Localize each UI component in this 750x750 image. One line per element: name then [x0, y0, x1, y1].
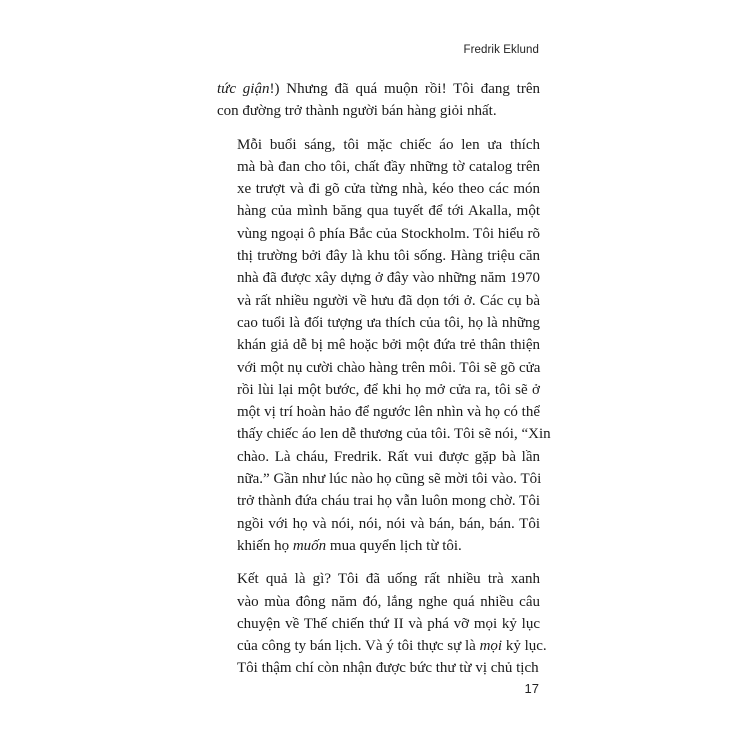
text-run: Mỗi buổi sáng, tôi mặc chiếc áo len ưa thích [237, 136, 540, 153]
text-run: con đường trở thành người bán hàng giỏi nhất. [217, 103, 497, 120]
text-run: kỷ lục. [502, 638, 547, 655]
text-run: với một nụ cười chào hàng trên môi. Tôi sẽ gõ cửa [237, 359, 541, 376]
text-run: khán giả dễ bị mê hoặc bởi một đứa trẻ thân thiện [237, 337, 540, 354]
text-run: vùng ngoại ô phía Bắc của Stockholm. Tôi hiểu rõ [237, 225, 540, 242]
text-line [217, 267, 540, 289]
text-run: trở thành đứa cháu trai họ vẫn luôn mong chờ. Tôi [237, 493, 540, 510]
text-run: rồi lùi lại một bước, để khi họ mở cửa ra, tôi sẽ ở [237, 381, 540, 398]
text-line [217, 134, 540, 156]
text-line [217, 178, 540, 200]
text-line [217, 591, 540, 613]
text-run: xe trượt và đi gõ cửa từng nhà, kéo theo các món [237, 181, 540, 198]
italic-text: tức giận [217, 81, 270, 97]
text-line [217, 657, 540, 679]
text-run: của công ty bán lịch. Và ý tôi thực sự là [237, 638, 480, 655]
text-run: khiến họ [237, 537, 293, 554]
text-run: chuyện về Thế chiến thứ II và phá vỡ mọi kỷ lục [237, 615, 540, 632]
italic-text: muốn [292, 537, 327, 554]
text-line [217, 446, 540, 468]
text-run: thị trường bởi đây là khu tôi sống. Hàng triệu căn [237, 248, 540, 265]
text-line [217, 613, 540, 635]
text-run: Kết quả là gì? Tôi đã uống rất nhiều trà xanh [237, 571, 540, 588]
text-run: nữa.” Gần như lúc nào họ cũng sẽ mời tôi vào. Tôi [237, 471, 542, 488]
text-run: !) Nhưng đã quá muộn rồi! Tôi đang trên [269, 81, 540, 97]
paragraph [217, 134, 551, 558]
text-run: mà bà đan cho tôi, chất đầy những tờ catalog trên [237, 158, 540, 175]
text-run: vào mùa đông năm đó, lắng nghe quá nhiều câu [237, 593, 540, 610]
text-run: Tôi thậm chí còn nhận được bức thư từ vị chủ tịch [237, 660, 539, 677]
text-run: và rất nhiều người về hưu đã dọn tới ở. Các cụ bà [237, 292, 540, 309]
italic-text: mọi [479, 638, 503, 655]
text-line [217, 379, 540, 401]
text-run: mua quyển lịch từ tôi. [326, 537, 462, 554]
text-line [217, 245, 540, 267]
text-run: thấy chiếc áo len dễ thương của tôi. Tôi sẽ nói, “Xin [237, 426, 551, 443]
text-run: nhà đã được xây dựng ở đây vào những năm 1970 [237, 270, 540, 287]
text-run: ngồi với họ và nói, nói, nói và bán, bán, bán. Tôi [237, 515, 540, 532]
text-line [217, 312, 540, 334]
text-line [217, 635, 547, 657]
text-line [217, 290, 540, 312]
text-line [217, 100, 540, 122]
paragraph [217, 78, 540, 123]
text-run: một vị trí hoàn hảo để ngước lên nhìn và họ có thể [237, 404, 540, 421]
text-line [217, 334, 540, 356]
text-line [217, 223, 540, 245]
text-line [217, 468, 540, 490]
text-line [217, 78, 540, 100]
text-line [217, 200, 540, 222]
body-text [217, 78, 551, 691]
running-header-author: Fredrik Eklund [463, 44, 539, 56]
text-line [217, 357, 540, 379]
text-run: chào. Là cháu, Fredrik. Rất vui được gặp bà lần [237, 448, 540, 465]
text-line [217, 156, 540, 178]
paragraph [217, 568, 547, 679]
text-line [217, 513, 540, 535]
text-line [217, 423, 551, 445]
text-line [217, 490, 540, 512]
text-run: hàng của mình băng qua tuyết để tới Akalla, một [237, 203, 540, 220]
text-line [217, 401, 540, 423]
text-run: cao tuổi là đối tượng ưa thích của tôi, họ là những [237, 314, 540, 331]
text-line [217, 535, 540, 557]
text-line [217, 568, 540, 590]
page-number: 17 [524, 681, 539, 696]
